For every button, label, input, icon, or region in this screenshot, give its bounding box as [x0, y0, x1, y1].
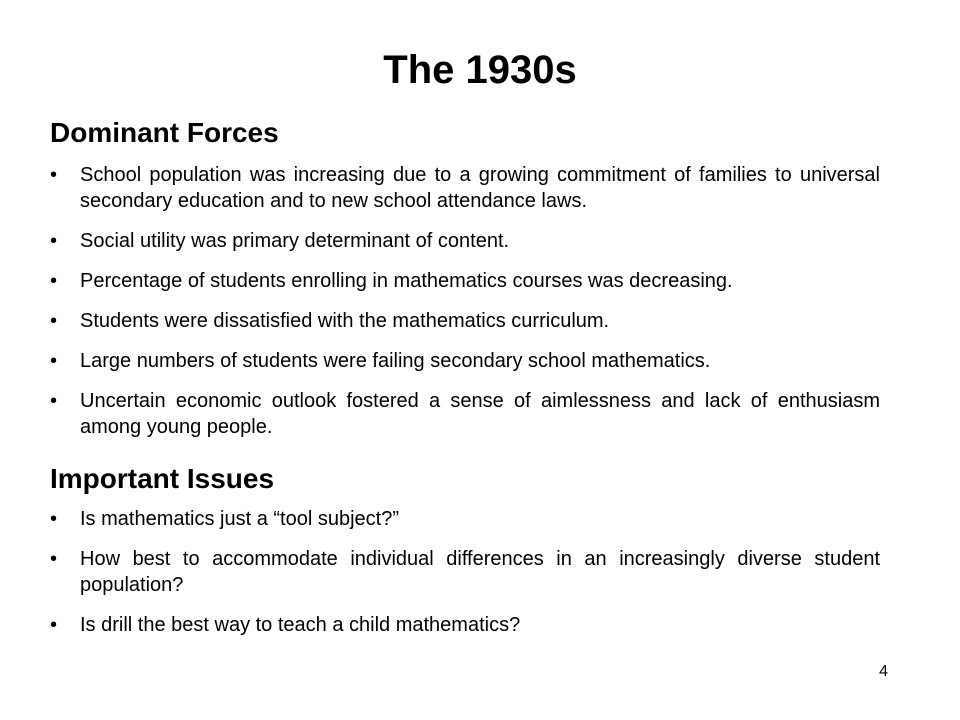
slide-title: The 1930s: [383, 48, 577, 92]
bullet-text: Social utility was primary determinant of content.: [80, 230, 510, 252]
bullet-text: How best to accommodate individual differences in an increasingly diverse student population?: [80, 548, 880, 596]
bullet-text: Students were dissatisfied with the mathematics curriculum.: [80, 310, 610, 332]
bullet-dot-icon: •: [50, 614, 58, 636]
bullet-item: [50, 612, 880, 638]
bullet-text: Is drill the best way to teach a child mathematics?: [80, 614, 521, 636]
bullet-item: [50, 388, 880, 440]
section-heading: Important Issues: [50, 463, 275, 494]
bullet-item: [50, 506, 880, 532]
section-important-issues: [50, 462, 880, 652]
bullet-list: [50, 506, 880, 638]
bullet-item: [50, 348, 880, 374]
bullet-item: [50, 546, 880, 598]
bullet-item: [50, 162, 880, 214]
bullet-item: [50, 228, 880, 254]
bullet-text: Uncertain economic outlook fostered a sense of aimlessness and lack of enthusiasm among young people.: [80, 390, 880, 438]
bullet-text: School population was increasing due to a growing commitment of families to universal secondary education and to new school attendance laws.: [80, 164, 880, 212]
bullet-item: [50, 268, 880, 294]
bullet-dot-icon: •: [50, 310, 58, 332]
bullet-dot-icon: •: [50, 508, 58, 530]
bullet-dot-icon: •: [50, 164, 58, 186]
bullet-dot-icon: •: [50, 230, 58, 252]
bullet-text: Is mathematics just a “tool subject?”: [80, 508, 400, 530]
bullet-text: Percentage of students enrolling in mathematics courses was decreasing.: [80, 270, 733, 292]
bullet-item: [50, 308, 880, 334]
section-heading: Dominant Forces: [50, 117, 279, 148]
section-dominant-forces: [50, 116, 880, 454]
bullet-dot-icon: •: [50, 548, 58, 570]
bullet-list: [50, 162, 880, 440]
page-number: 4: [879, 663, 888, 680]
bullet-dot-icon: •: [50, 390, 58, 412]
bullet-dot-icon: •: [50, 270, 58, 292]
bullet-text: Large numbers of students were failing secondary school mathematics.: [80, 350, 711, 372]
bullet-dot-icon: •: [50, 350, 58, 372]
